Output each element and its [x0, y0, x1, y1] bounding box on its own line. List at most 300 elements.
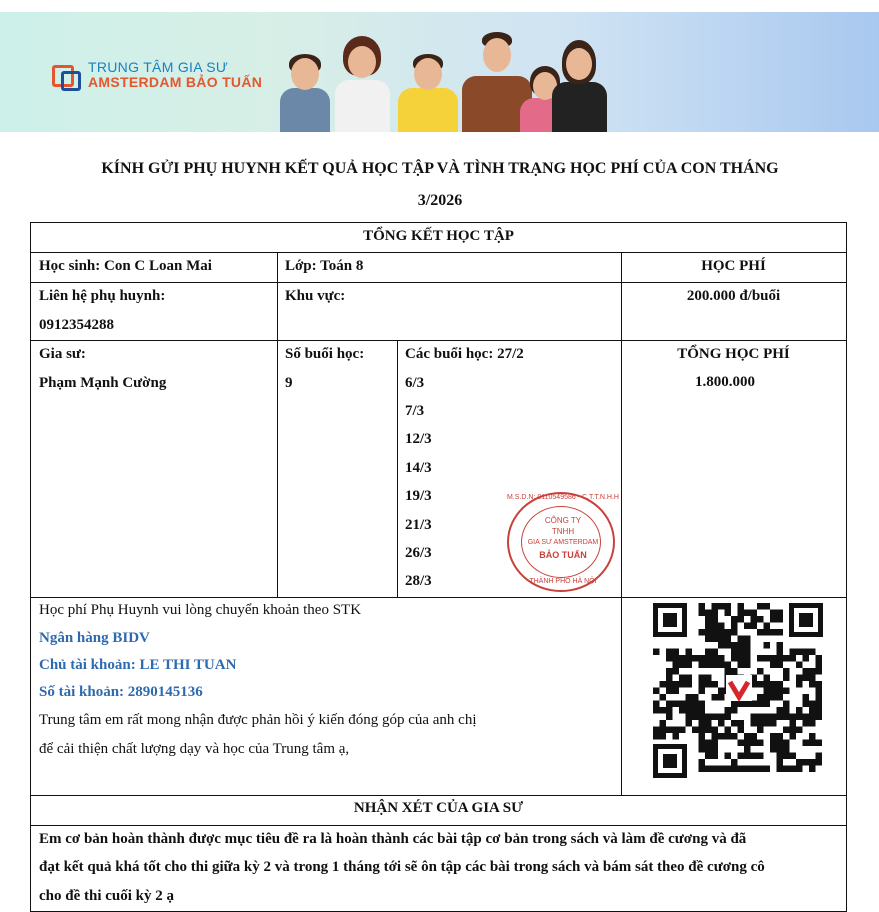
qr-module [777, 766, 784, 773]
qr-module [783, 701, 790, 708]
qr-module [731, 629, 738, 636]
qr-module [757, 668, 764, 675]
qr-module [757, 753, 764, 760]
qr-module [816, 681, 823, 688]
qr-module [751, 714, 758, 721]
qr-module [705, 714, 712, 721]
qr-module [777, 707, 784, 714]
qr-module [770, 746, 777, 753]
stamp-line4: BẢO TUẤN [539, 550, 587, 560]
qr-module [679, 675, 686, 682]
qr-module [712, 740, 719, 747]
qr-module [712, 714, 719, 721]
qr-module [770, 655, 777, 662]
qr-module [757, 616, 764, 623]
qr-module [718, 720, 725, 727]
qr-module [738, 701, 745, 708]
stamp-line3: GIA SƯ AMSTERDAM [527, 539, 599, 546]
comments-header: NHẬN XÉT CỦA GIA SƯ [353, 800, 524, 816]
logo-line2: AMSTERDAM BẢO TUẤN [88, 74, 263, 90]
feedback-line1: Trung tâm em rất mong nhận được phản hồi ý kiến đóng góp của anh chị [39, 712, 477, 728]
qr-module [731, 701, 738, 708]
qr-module [686, 714, 693, 721]
qr-module [790, 655, 797, 662]
qr-module [705, 727, 712, 734]
qr-module [796, 675, 803, 682]
qr-module [673, 727, 680, 734]
qr-module [744, 649, 751, 656]
fee-value: 200.000 đ/buổi [686, 288, 781, 304]
qr-module [725, 636, 732, 643]
qr-module [738, 616, 745, 623]
session-date: 28/3 [405, 573, 432, 589]
qr-module [692, 694, 699, 701]
qr-module [777, 714, 784, 721]
qr-module [653, 688, 660, 695]
qr-module [738, 642, 745, 649]
qr-module [777, 616, 784, 623]
qr-module [718, 655, 725, 662]
qr-module [712, 610, 719, 617]
qr-module [816, 694, 823, 701]
qr-module [809, 668, 816, 675]
qr-module [796, 662, 803, 669]
qr-module [705, 740, 712, 747]
qr-module [718, 714, 725, 721]
qr-module [653, 727, 660, 734]
qr-module [705, 610, 712, 617]
qr-module [764, 701, 771, 708]
qr-module [692, 701, 699, 708]
comment-line2: đạt kết quả khá tốt cho thi giữa kỳ 2 và trong 1 tháng tới sẽ ôn tập các bài trong sách và bám sát theo đề cương cô [39, 859, 765, 875]
qr-module [783, 707, 790, 714]
qr-module [790, 753, 797, 760]
qr-module [725, 727, 732, 734]
qr-module [699, 740, 706, 747]
qr-module [796, 707, 803, 714]
qr-module [777, 649, 784, 656]
stamp-bottom-text: THÀNH PHỐ HÀ NỘI [529, 578, 597, 585]
qr-module [744, 746, 751, 753]
qr-module [777, 655, 784, 662]
qr-module [751, 720, 758, 727]
qr-module [783, 740, 790, 747]
qr-module [777, 746, 784, 753]
qr-module [699, 681, 706, 688]
qr-module [757, 655, 764, 662]
qr-module [816, 701, 823, 708]
qr-module [725, 610, 732, 617]
qr-module [816, 759, 823, 766]
qr-module [777, 740, 784, 747]
qr-module [738, 766, 745, 773]
stamp-line1: CÔNG TY [544, 516, 582, 525]
header-banner [0, 12, 879, 132]
qr-module [803, 740, 810, 747]
qr-module [751, 753, 758, 760]
qr-module [757, 629, 764, 636]
qr-module [783, 688, 790, 695]
qr-module [744, 642, 751, 649]
qr-module [796, 766, 803, 773]
qr-module [686, 662, 693, 669]
qr-module [712, 662, 719, 669]
qr-module [803, 655, 810, 662]
qr-module [712, 603, 719, 610]
tutor-name: Phạm Mạnh Cường [39, 375, 167, 391]
qr-finder-top-left [653, 603, 687, 637]
qr-module [686, 694, 693, 701]
qr-module [673, 649, 680, 656]
qr-module [770, 733, 777, 740]
qr-module [757, 701, 764, 708]
qr-module [777, 688, 784, 695]
session-date: 26/3 [405, 545, 432, 561]
qr-module [751, 733, 758, 740]
qr-module [751, 616, 758, 623]
qr-module [686, 681, 693, 688]
qr-module [731, 655, 738, 662]
qr-module [712, 655, 719, 662]
qr-module [666, 681, 673, 688]
qr-module [731, 759, 738, 766]
qr-module [816, 740, 823, 747]
qr-module [666, 688, 673, 695]
qr-module [699, 603, 706, 610]
qr-module [764, 714, 771, 721]
qr-module [718, 688, 725, 695]
qr-module [803, 694, 810, 701]
qr-module [705, 629, 712, 636]
qr-module [660, 707, 667, 714]
qr-module [679, 701, 686, 708]
qr-module [686, 649, 693, 656]
qr-module [653, 707, 660, 714]
qr-module [783, 766, 790, 773]
qr-module [718, 694, 725, 701]
qr-module [803, 668, 810, 675]
page-title: KÍNH GỬI PHỤ HUYNH KẾT QUẢ HỌC TẬP VÀ TÌNH TRẠNG HỌC PHÍ CỦA CON THÁNG [101, 160, 779, 177]
qr-module [816, 688, 823, 695]
company-stamp [505, 492, 621, 596]
qr-module [699, 675, 706, 682]
qr-module [783, 753, 790, 760]
qr-module [718, 636, 725, 643]
qr-module [725, 733, 732, 740]
qr-module [757, 714, 764, 721]
qr-module [757, 720, 764, 727]
qr-module [764, 675, 771, 682]
qr-module [751, 740, 758, 747]
qr-module [731, 642, 738, 649]
qr-module [796, 681, 803, 688]
report-table [30, 222, 847, 912]
qr-module [699, 714, 706, 721]
session-date: 19/3 [405, 488, 432, 504]
qr-module [796, 727, 803, 734]
qr-module [757, 740, 764, 747]
qr-module [666, 675, 673, 682]
qr-module [790, 733, 797, 740]
qr-module [757, 727, 764, 734]
feedback-line2: để cải thiện chất lượng dạy và học của Trung tâm ạ, [39, 741, 350, 757]
summary-header: TỔNG KẾT HỌC TẬP [363, 228, 514, 244]
qr-module [809, 740, 816, 747]
qr-module [712, 629, 719, 636]
parent-contact-label: Liên hệ phụ huynh: [39, 288, 166, 304]
qr-module [731, 720, 738, 727]
qr-module [653, 649, 660, 656]
qr-module [816, 707, 823, 714]
qr-module [686, 701, 693, 708]
qr-module [673, 733, 680, 740]
qr-module [764, 623, 771, 630]
area-label: Khu vực: [285, 288, 346, 304]
qr-module [699, 766, 706, 773]
qr-module [725, 753, 732, 760]
qr-module [718, 623, 725, 630]
qr-module [816, 655, 823, 662]
qr-module [777, 694, 784, 701]
class-name: Lớp: Toán 8 [285, 258, 364, 274]
qr-module [783, 727, 790, 734]
qr-module [809, 707, 816, 714]
qr-module [744, 766, 751, 773]
qr-module [783, 675, 790, 682]
qr-module [666, 668, 673, 675]
qr-module [679, 707, 686, 714]
sessions-count-label: Số buổi học: [285, 346, 365, 362]
qr-module [686, 720, 693, 727]
qr-module [777, 759, 784, 766]
qr-module [705, 616, 712, 623]
qr-module [699, 733, 706, 740]
qr-module [705, 766, 712, 773]
qr-module [699, 688, 706, 695]
qr-module [809, 675, 816, 682]
qr-module [712, 694, 719, 701]
account-holder: Chủ tài khoản: LE THI TUAN [39, 657, 237, 673]
qr-module [738, 740, 745, 747]
qr-module [699, 746, 706, 753]
qr-module [790, 727, 797, 734]
qr-module [725, 668, 732, 675]
qr-module [738, 655, 745, 662]
qr-module [718, 662, 725, 669]
qr-module [770, 662, 777, 669]
qr-module [718, 629, 725, 636]
qr-module [770, 688, 777, 695]
qr-finder-top-right [789, 603, 823, 637]
total-fee-label: TỔNG HỌC PHÍ [677, 346, 790, 362]
qr-module [679, 681, 686, 688]
qr-module [738, 720, 745, 727]
qr-module [673, 655, 680, 662]
sessions-label: Các buổi học: 27/2 [405, 346, 524, 362]
qr-module [705, 662, 712, 669]
qr-module [744, 753, 751, 760]
qr-module [712, 733, 719, 740]
qr-module [803, 701, 810, 708]
qr-module [731, 766, 738, 773]
qr-module [751, 610, 758, 617]
banner-people-illustration [270, 30, 610, 132]
qr-module [738, 610, 745, 617]
qr-module [725, 714, 732, 721]
qr-module [705, 623, 712, 630]
qr-module [731, 623, 738, 630]
qr-module [692, 727, 699, 734]
qr-module [653, 701, 660, 708]
person-illustration [280, 50, 330, 132]
qr-module [803, 675, 810, 682]
qr-module [731, 707, 738, 714]
qr-module [718, 766, 725, 773]
qr-module [679, 727, 686, 734]
qr-module [796, 649, 803, 656]
qr-module [660, 727, 667, 734]
qr-module [744, 623, 751, 630]
qr-module [673, 701, 680, 708]
qr-module [770, 694, 777, 701]
qr-module [673, 668, 680, 675]
qr-module [809, 701, 816, 708]
qr-center-logo-icon [726, 675, 752, 701]
qr-module [679, 655, 686, 662]
qr-module [686, 655, 693, 662]
qr-module [666, 707, 673, 714]
qr-module [770, 740, 777, 747]
qr-module [705, 681, 712, 688]
qr-module [757, 681, 764, 688]
qr-module [725, 642, 732, 649]
qr-module [699, 655, 706, 662]
qr-module [673, 681, 680, 688]
qr-module [751, 623, 758, 630]
qr-module [796, 714, 803, 721]
qr-module [699, 720, 706, 727]
qr-module [673, 662, 680, 669]
qr-module [809, 759, 816, 766]
qr-module [783, 668, 790, 675]
qr-module [770, 629, 777, 636]
qr-module [712, 753, 719, 760]
qr-module [666, 727, 673, 734]
qr-module [705, 636, 712, 643]
qr-module [744, 701, 751, 708]
stamp-top-text: M.S.D.N: 0110549586 - C.T.T.N.H.H [507, 494, 619, 501]
qr-module [692, 714, 699, 721]
qr-module [790, 714, 797, 721]
qr-module [705, 746, 712, 753]
qr-module [718, 642, 725, 649]
qr-module [783, 714, 790, 721]
qr-module [783, 746, 790, 753]
qr-module [770, 616, 777, 623]
logo-line1: TRUNG TÂM GIA SƯ [88, 59, 229, 75]
qr-module [764, 629, 771, 636]
qr-module [699, 727, 706, 734]
qr-module [744, 662, 751, 669]
page-title-month: 3/2026 [417, 192, 463, 209]
qr-module [653, 733, 660, 740]
qr-module [705, 655, 712, 662]
qr-module [790, 766, 797, 773]
stamp-line2: TNHH [551, 527, 575, 536]
person-illustration [552, 40, 607, 132]
qr-module [803, 759, 810, 766]
account-number: Số tài khoản: 2890145136 [39, 684, 203, 700]
qr-module [757, 766, 764, 773]
qr-module [803, 720, 810, 727]
qr-module [770, 714, 777, 721]
qr-module [796, 759, 803, 766]
qr-module [660, 720, 667, 727]
qr-module [751, 701, 758, 708]
qr-module [725, 629, 732, 636]
qr-module [705, 753, 712, 760]
qr-module [731, 733, 738, 740]
qr-module [731, 649, 738, 656]
qr-module [725, 707, 732, 714]
qr-module [816, 668, 823, 675]
qr-module [764, 688, 771, 695]
payment-qr-code [653, 603, 823, 778]
qr-module [777, 662, 784, 669]
qr-module [712, 616, 719, 623]
qr-module [666, 701, 673, 708]
qr-module [699, 701, 706, 708]
qr-module [777, 610, 784, 617]
qr-module [770, 720, 777, 727]
qr-module [660, 681, 667, 688]
qr-module [816, 662, 823, 669]
qr-module [699, 759, 706, 766]
qr-module [686, 707, 693, 714]
session-date: 12/3 [405, 431, 432, 447]
qr-module [666, 714, 673, 721]
qr-module [809, 714, 816, 721]
student-name: Học sinh: Con C Loan Mai [39, 258, 212, 274]
qr-module [809, 733, 816, 740]
qr-module [803, 714, 810, 721]
qr-module [705, 649, 712, 656]
qr-module [666, 655, 673, 662]
qr-module [777, 753, 784, 760]
qr-module [699, 707, 706, 714]
qr-module [790, 720, 797, 727]
qr-module [712, 649, 719, 656]
qr-module [777, 681, 784, 688]
qr-module [803, 649, 810, 656]
person-illustration [335, 36, 390, 132]
qr-module [738, 636, 745, 643]
qr-module [783, 655, 790, 662]
qr-module [764, 694, 771, 701]
qr-module [686, 675, 693, 682]
qr-module [718, 733, 725, 740]
qr-module [744, 740, 751, 747]
sessions-count: 9 [285, 375, 293, 391]
qr-module [757, 603, 764, 610]
qr-module [809, 681, 816, 688]
qr-module [738, 727, 745, 734]
parent-contact-phone: 0912354288 [39, 317, 114, 333]
qr-module [744, 733, 751, 740]
qr-module [744, 610, 751, 617]
qr-module [744, 655, 751, 662]
logo-mark-icon [52, 62, 80, 88]
